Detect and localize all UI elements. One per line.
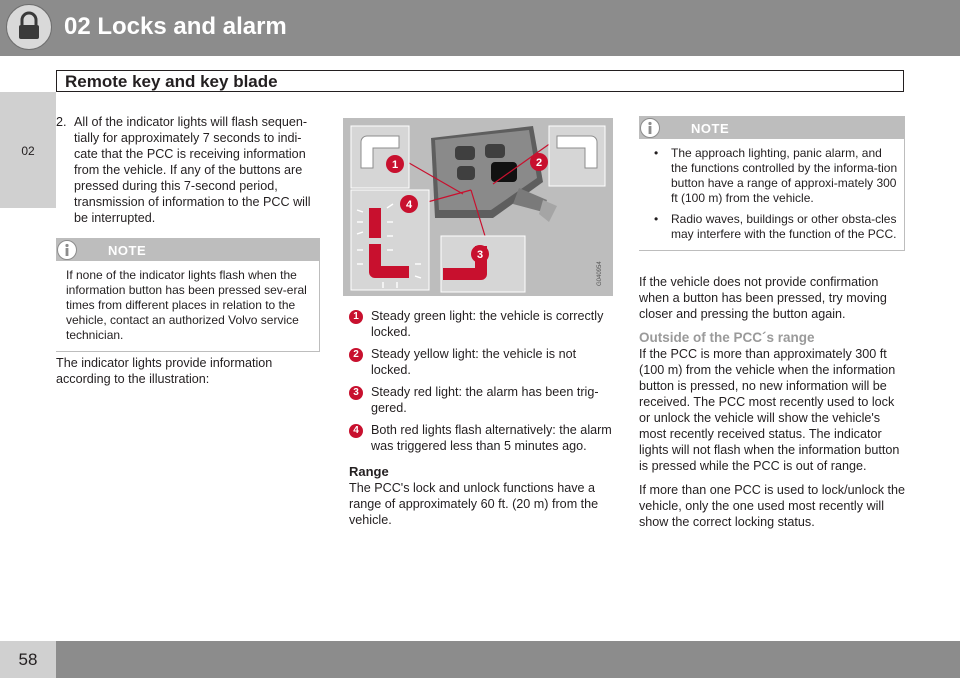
middle-column: [349, 308, 617, 536]
section-title: Remote key and key blade: [65, 72, 278, 91]
callout-4: 4: [405, 199, 413, 211]
note-box-right: [639, 116, 905, 251]
note-bullet: [649, 146, 898, 206]
legend-item: [349, 308, 617, 340]
legend-marker-4: 4: [349, 424, 363, 438]
step-number: 2.: [56, 115, 67, 129]
legend-item: [349, 422, 617, 454]
left-column-lower: [56, 355, 320, 395]
range-text: The PCC's lock and unlock functions have a range of approximately 60 ft. (20 m) from the vehicle.: [349, 481, 599, 527]
legend-text-1: Steady green light: the vehicle is correctly locked.: [371, 309, 604, 339]
callout-3: 3: [476, 249, 484, 261]
chapter-side-tab-label: 02: [21, 144, 35, 158]
right-column: [639, 274, 907, 538]
note-header: [639, 117, 904, 139]
chapter-side-tab: [0, 92, 56, 208]
note-body: [639, 139, 904, 250]
range-heading: Range: [349, 464, 389, 479]
note-box-left: [56, 238, 320, 352]
bullet-icon: •: [654, 212, 659, 226]
legend-marker-3: 3: [349, 386, 363, 400]
note-bullet-text-1: The approach lighting, panic alarm, and the functions controlled by the informa-tion button have a range of approxi-mately 300 ft (100 m) from the vehicle.: [671, 146, 898, 205]
legend-item: [349, 346, 617, 378]
legend-marker-1: 1: [349, 310, 363, 324]
indicator-intro-text: The indicator lights provide information according to the illustration:: [56, 356, 273, 386]
callout-1: 1: [391, 159, 399, 171]
footer-bar: [56, 641, 960, 678]
step-text: All of the indicator lights will flash sequen-tially for approximately 7 seconds to indi-cate that the PCC is receiving information from the vehicle. If any of the buttons are pressed during this 7-second period, transmission of information to the PCC will be interrupted.: [74, 115, 311, 225]
note-text: If none of the indicator lights flash when the information button has been pressed sev-eral times from different places in relation to the vehicle, contact an authorized Volvo service technician.: [66, 268, 307, 342]
note-label: NOTE: [691, 121, 730, 136]
note-bullet: [649, 212, 898, 242]
lock-icon: [6, 4, 52, 50]
confirmation-paragraph: If the vehicle does not provide confirmation when a button has been pressed, try moving closer and pressing the button again.: [639, 275, 887, 321]
outside-range-paragraph: If the PCC is more than approximately 300 ft (100 m) from the vehicle when the information button is pressed, no new information will be received. The PCC most recently used to lock or unlock the vehicle will show the vehicle's most recently received status. The indicator lights will not flash when the information button is pressed while the PCC is out of range.: [639, 347, 900, 473]
indicator-lights-illustration: [343, 118, 613, 296]
legend-text-2: Steady yellow light: the vehicle is not locked.: [371, 347, 577, 377]
left-column: [56, 114, 320, 226]
outside-range-heading: Outside of the PCC´s range: [639, 330, 815, 345]
note-label: NOTE: [108, 243, 147, 258]
chapter-title: 02 Locks and alarm: [64, 13, 287, 40]
page-number: 58: [18, 650, 38, 669]
section-title-box: [56, 70, 904, 92]
info-icon: [56, 239, 78, 261]
bullet-icon: •: [654, 146, 659, 160]
legend-text-4: Both red lights flash alternatively: the alarm was triggered less than 5 minutes ago.: [371, 423, 612, 453]
legend-item: [349, 384, 617, 416]
callout-2: 2: [535, 157, 543, 169]
note-header: [56, 239, 319, 261]
info-icon: [639, 117, 661, 139]
multiple-pcc-paragraph: If more than one PCC is used to lock/unlock the vehicle, only the one used most recently will show the correct locking status.: [639, 483, 906, 529]
step-2: [56, 114, 320, 226]
legend-marker-2: 2: [349, 348, 363, 362]
note-bullet-text-2: Radio waves, buildings or other obsta-cles may interfere with the function of the PCC.: [671, 212, 897, 241]
figure-code: G040954: [597, 261, 603, 286]
legend-text-3: Steady red light: the alarm has been trig-gered.: [371, 385, 599, 415]
